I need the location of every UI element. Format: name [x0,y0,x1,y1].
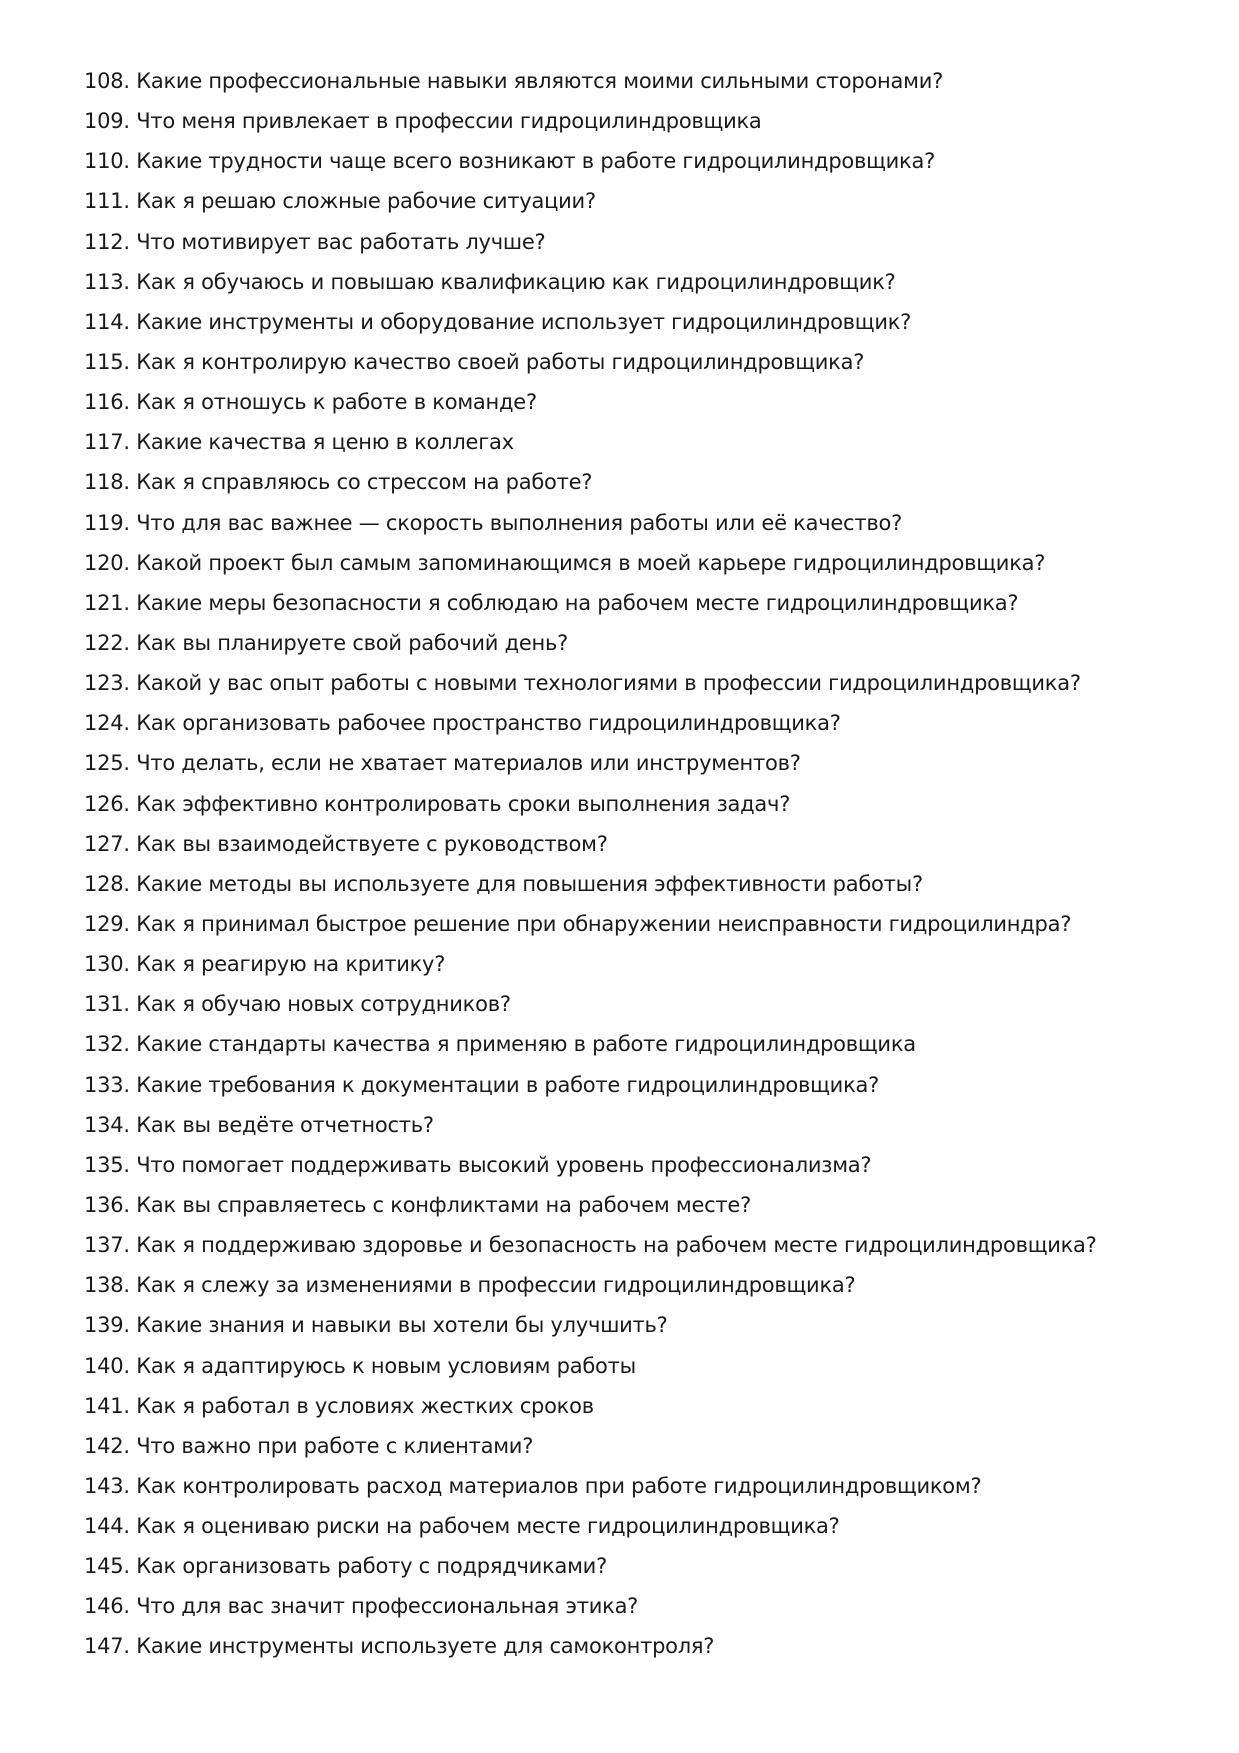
question-number: 123. [84,671,130,696]
question-number: 116. [84,390,130,415]
question-item [84,302,1204,342]
question-item [84,543,1204,583]
question-item [84,1506,1204,1546]
question-number: 124. [84,711,130,736]
question-number: 141. [84,1393,130,1418]
question-number: 139. [84,1313,130,1338]
question-item [84,1386,1204,1426]
question-number: 138. [84,1273,130,1298]
question-item [84,984,1204,1024]
question-item [84,1305,1204,1345]
question-text: Как вы ведёте отчетность? [136,1112,434,1137]
question-item [84,1466,1204,1506]
question-number: 126. [84,791,130,816]
question-text: Как я оцениваю риски на рабочем месте гидроцилиндровщика? [136,1514,840,1539]
question-text: Какие методы вы используете для повышения эффективности работы? [136,871,923,896]
question-number: 137. [84,1233,130,1258]
question-number: 121. [84,590,130,615]
question-number: 146. [84,1594,130,1619]
question-item [84,1065,1204,1105]
question-item [84,1185,1204,1225]
question-text: Какие меры безопасности я соблюдаю на рабочем месте гидроцилиндровщика? [136,590,1019,615]
question-item [84,181,1204,221]
question-item [84,262,1204,302]
question-number: 118. [84,470,130,495]
question-item [84,1426,1204,1466]
question-text: Что мотивирует вас работать лучше? [136,229,546,254]
question-text: Какие профессиональные навыки являются моими сильными сторонами? [136,69,943,93]
question-text: Какие знания и навыки вы хотели бы улучшить? [136,1313,668,1338]
question-number: 114. [84,309,130,334]
question-number: 140. [84,1353,130,1378]
question-text: Что меня привлекает в профессии гидроцилиндровщика [136,109,762,134]
question-text: Как организовать работу с подрядчиками? [136,1554,607,1579]
question-text: Как я принимал быстрое решение при обнаружении неисправности гидроцилиндра? [136,911,1072,936]
question-text: Что для вас важнее — скорость выполнения работы или её качество? [136,510,902,535]
question-text: Что делать, если не хватает материалов или инструментов? [136,751,801,776]
question-item [84,141,1204,181]
question-text: Как эффективно контролировать сроки выполнения задач? [136,791,791,816]
question-number: 147. [84,1634,130,1659]
question-text: Какие стандарты качества я применяю в работе гидроцилиндровщика [136,1032,916,1057]
question-text: Что для вас значит профессиональная этика? [136,1594,639,1619]
question-item [84,583,1204,623]
question-text: Как я обучаюсь и повышаю квалификацию как гидроцилиндровщик? [136,269,896,294]
question-text: Как я слежу за изменениями в профессии гидроцилиндровщика? [136,1273,856,1298]
question-number: 113. [84,269,130,294]
question-text: Как я отношусь к работе в команде? [136,390,537,415]
question-item [84,904,1204,944]
question-text: Как я работал в условиях жестких сроков [136,1393,594,1418]
question-text: Какие требования к документации в работе гидроцилиндровщика? [136,1072,880,1097]
question-number: 143. [84,1473,130,1498]
question-text: Как я контролирую качество своей работы гидроцилиндровщика? [136,349,865,374]
question-number: 108. [84,69,130,93]
question-item [84,462,1204,502]
question-text: Какие инструменты используете для самоконтроля? [136,1634,715,1659]
question-item [84,663,1204,703]
question-number: 117. [84,430,130,455]
question-number: 109. [84,109,130,134]
question-item [84,944,1204,984]
question-number: 119. [84,510,130,535]
question-number: 134. [84,1112,130,1137]
question-item [84,503,1204,543]
question-number: 120. [84,550,130,575]
question-item [84,342,1204,382]
question-number: 136. [84,1192,130,1217]
question-number: 129. [84,911,130,936]
question-item [84,422,1204,462]
question-item [84,1586,1204,1626]
question-text: Как я поддерживаю здоровье и безопасность на рабочем месте гидроцилиндровщика? [136,1233,1097,1258]
question-list [84,61,1204,1667]
question-text: Как я адаптируюсь к новым условиям работы [136,1353,636,1378]
question-number: 132. [84,1032,130,1057]
question-text: Какие инструменты и оборудование использует гидроцилиндровщик? [136,309,912,334]
question-item [84,1105,1204,1145]
question-item [84,824,1204,864]
question-number: 128. [84,871,130,896]
question-number: 127. [84,831,130,856]
question-text: Как я справляюсь со стрессом на работе? [136,470,593,495]
question-text: Как вы планируете свой рабочий день? [136,630,569,655]
question-text: Как вы справляетесь с конфликтами на рабочем месте? [136,1192,751,1217]
question-text: Что важно при работе с клиентами? [136,1433,534,1458]
question-text: Какой проект был самым запоминающимся в моей карьере гидроцилиндровщика? [136,550,1046,575]
question-item [84,1265,1204,1305]
question-item [84,743,1204,783]
question-number: 125. [84,751,130,776]
question-item [84,623,1204,663]
question-number: 133. [84,1072,130,1097]
question-text: Как организовать рабочее пространство гидроцилиндровщика? [136,711,841,736]
question-item [84,222,1204,262]
question-text: Как вы взаимодействуете с руководством? [136,831,608,856]
question-number: 111. [84,189,130,214]
question-number: 131. [84,992,130,1017]
question-text: Как я решаю сложные рабочие ситуации? [136,189,596,214]
question-text: Какой у вас опыт работы с новыми технологиями в профессии гидроцилиндровщика? [136,671,1081,696]
question-text: Какие качества я ценю в коллегах [136,430,514,455]
question-number: 135. [84,1152,130,1177]
question-item [84,1346,1204,1386]
question-item [84,1626,1204,1666]
question-item [84,61,1204,101]
question-item [84,703,1204,743]
question-item [84,101,1204,141]
question-number: 122. [84,630,130,655]
question-text: Что помогает поддерживать высокий уровень профессионализма? [136,1152,872,1177]
question-item [84,1024,1204,1064]
question-number: 115. [84,349,130,374]
question-number: 145. [84,1554,130,1579]
question-number: 142. [84,1433,130,1458]
question-item [84,1145,1204,1185]
question-item [84,784,1204,824]
question-item [84,864,1204,904]
question-text: Как я обучаю новых сотрудников? [136,992,511,1017]
question-item [84,1546,1204,1586]
question-text: Какие трудности чаще всего возникают в работе гидроцилиндровщика? [136,149,936,174]
question-number: 112. [84,229,130,254]
question-text: Как я реагирую на критику? [136,952,446,977]
question-number: 130. [84,952,130,977]
question-text: Как контролировать расход материалов при работе гидроцилиндровщиком? [136,1473,982,1498]
question-item [84,382,1204,422]
question-number: 110. [84,149,130,174]
question-number: 144. [84,1514,130,1539]
question-item [84,1225,1204,1265]
